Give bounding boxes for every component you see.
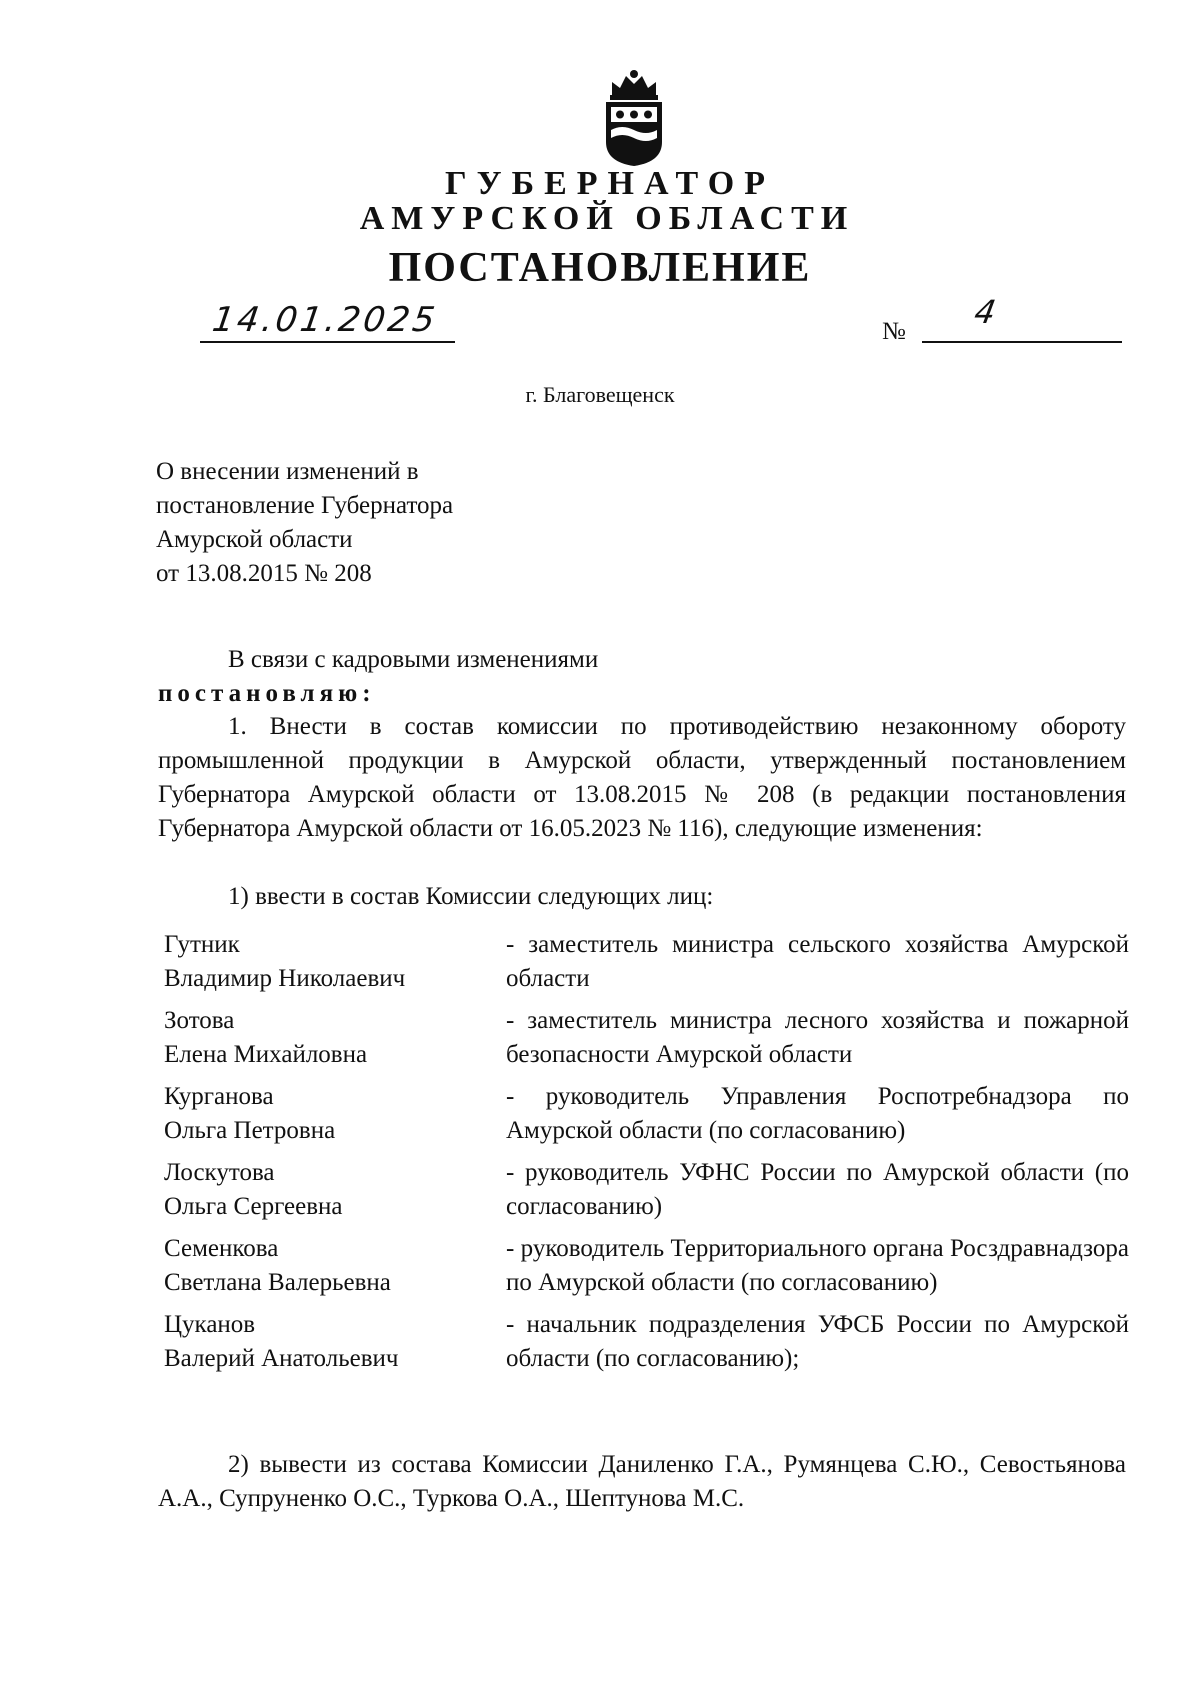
member-surname: Гутник <box>164 931 240 958</box>
number-label: № <box>882 318 906 345</box>
paragraph-1: 1. Внести в состав комиссии по противодействию незаконному обороту промышленной продукции в Амурской области, утвержденный постановлением Губернатора Амурской области от 13.08.2015 № 208 (в редакции постановления Губернатора Амурской области от 16.05.2023 № 116), следующие изменения: <box>158 713 1126 842</box>
item-1-heading: 1) ввести в состав Комиссии следующих лиц: <box>228 883 714 910</box>
handwritten-date: 14.01.2025 <box>209 300 441 340</box>
member-surname: Зотова <box>164 1007 235 1034</box>
list-item <box>164 1232 1129 1300</box>
member-role: - заместитель министра лесного хозяйства и пожарной безопасности Амурской области <box>506 1007 1129 1068</box>
subject-line: постановление Губернатора <box>156 492 454 519</box>
date-underline <box>200 341 455 343</box>
member-role: - руководитель УФНС России по Амурской области (по согласованию) <box>506 1159 1129 1220</box>
issuer-region: АМУРСКОЙ ОБЛАСТИ <box>359 200 855 237</box>
coat-of-arms-emblem <box>598 68 670 168</box>
list-item <box>164 1004 1129 1072</box>
list-item <box>164 1080 1129 1148</box>
members-list <box>164 928 1129 1384</box>
handwritten-number: 4 <box>971 293 999 331</box>
member-given-names: Елена Михайловна <box>164 1041 368 1068</box>
list-item <box>164 1156 1129 1224</box>
list-item <box>164 928 1129 996</box>
member-given-names: Ольга Петровна <box>164 1117 336 1144</box>
member-role: - начальник подразделения УФСБ России по Амурской области (по согласованию); <box>506 1311 1129 1372</box>
member-given-names: Светлана Валерьевна <box>164 1269 391 1296</box>
subject-line: Амурской области <box>156 526 353 553</box>
member-name <box>164 1308 504 1376</box>
paragraph-2: 2) вывести из состава Комиссии Даниленко Г.А., Румянцева С.Ю., Севостьянова А.А., Супруненко О.С., Туркова О.А., Шептунова М.С. <box>158 1451 1126 1512</box>
document-type-title: ПОСТАНОВЛЕНИЕ <box>388 245 812 291</box>
member-given-names: Владимир Николаевич <box>164 965 406 992</box>
member-surname: Цуканов <box>164 1311 256 1338</box>
member-given-names: Валерий Анатольевич <box>164 1345 399 1372</box>
member-name <box>164 1156 504 1224</box>
member-surname: Лоскутова <box>164 1159 275 1186</box>
member-role: - руководитель Управления Роспотребнадзора по Амурской области (по согласованию) <box>506 1083 1129 1144</box>
member-given-names: Ольга Сергеевна <box>164 1193 343 1220</box>
member-role: - руководитель Территориального органа Росздравнадзора по Амурской области (по согласованию) <box>506 1235 1129 1296</box>
member-role: - заместитель министра сельского хозяйства Амурской области <box>506 931 1129 992</box>
member-name <box>164 1232 504 1300</box>
city-line: г. Благовещенск <box>525 382 675 407</box>
member-surname: Курганова <box>164 1083 274 1110</box>
number-underline <box>922 341 1122 343</box>
subject-line: от 13.08.2015 № 208 <box>156 560 372 587</box>
intro-paragraph: В связи с кадровыми изменениями <box>228 646 599 673</box>
issuer-title: ГУБЕРНАТОР <box>445 165 775 202</box>
member-name <box>164 928 504 996</box>
document-subject <box>156 455 453 591</box>
member-name <box>164 1004 504 1072</box>
list-item <box>164 1308 1129 1376</box>
member-surname: Семенкова <box>164 1235 279 1262</box>
resolve-word: постановляю: <box>158 680 376 707</box>
subject-line: О внесении изменений в <box>156 458 419 485</box>
member-name <box>164 1080 504 1148</box>
